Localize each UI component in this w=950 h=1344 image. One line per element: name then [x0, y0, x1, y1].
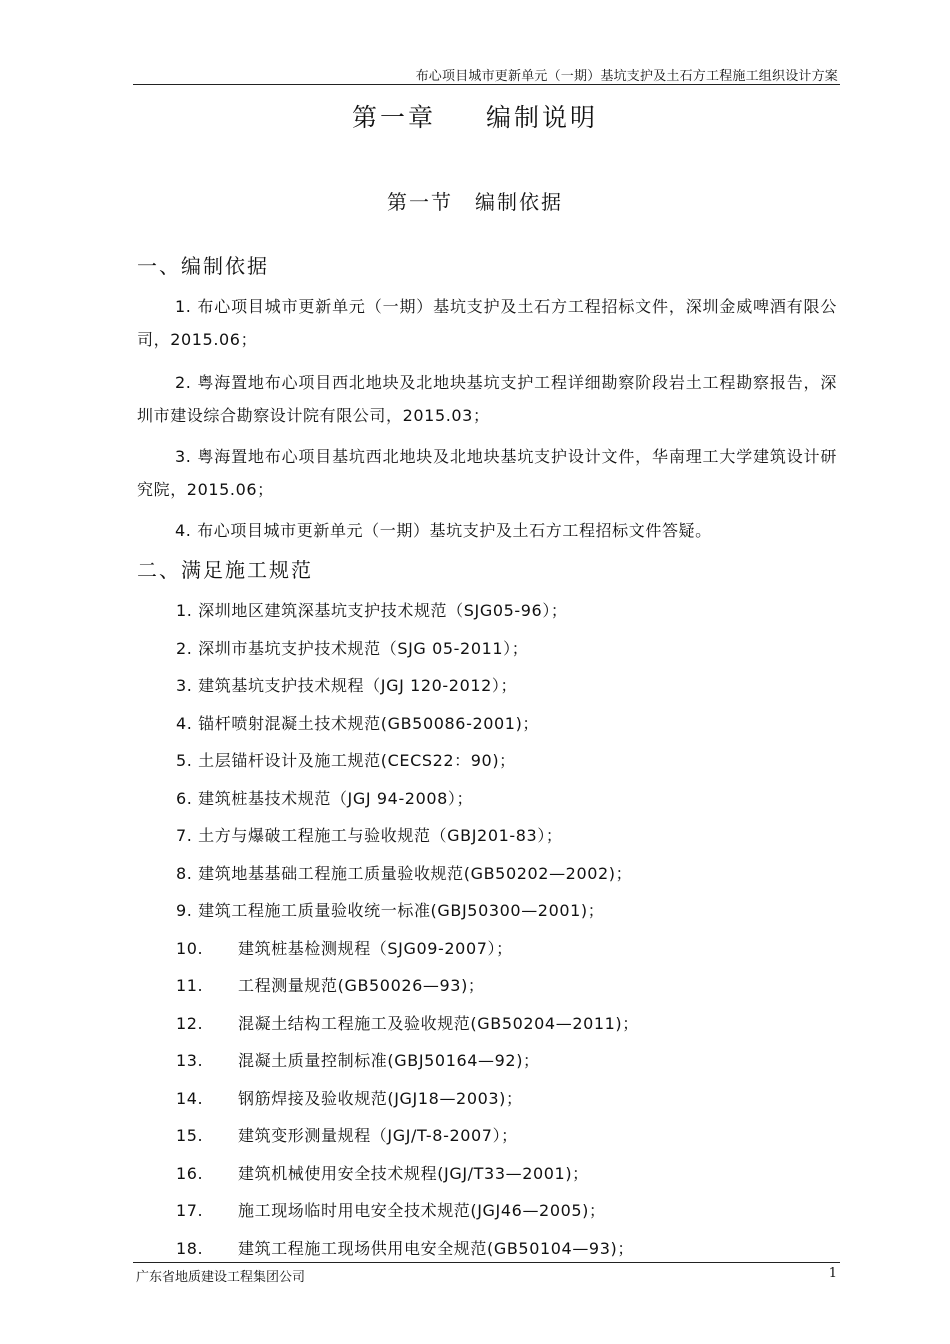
standards-list-item	[176, 673, 517, 696]
standards-list-item	[176, 1198, 606, 1221]
list-item-text: 锚杆喷射混凝土技术规范(GB50086-2001)；	[198, 714, 540, 733]
list-item-number: 16.	[176, 1164, 204, 1183]
list-item-text: 建筑地基基础工程施工质量验收规范(GB50202—2002)；	[198, 864, 633, 883]
list-item-number: 12.	[176, 1014, 204, 1033]
header-divider	[133, 84, 840, 85]
list-item-number: 15.	[176, 1126, 204, 1145]
list-item-number: 7.	[176, 826, 193, 845]
list-item-text: 深圳市基坑支护技术规范（SJG 05-2011）；	[198, 639, 529, 658]
list-item-number: 8.	[176, 864, 193, 883]
standards-list-item	[176, 636, 528, 659]
list-item-text: 建筑桩基检测规程（SJG09-2007）；	[238, 939, 513, 958]
list-item-text: 深圳地区建筑深基坑支护技术规范（SJG05-96）；	[198, 601, 568, 620]
list-item-text: 建筑机械使用安全技术规程(JGJ/T33—2001)；	[238, 1164, 589, 1183]
standards-list-item	[176, 973, 485, 996]
list-item-text: 建筑基坑支护技术规程（JGJ 120-2012）；	[198, 676, 518, 695]
basis-paragraph-3: 3. 粤海置地布心项目基坑西北地块及北地块基坑支护设计文件，华南理工大学建筑设计研究院，2015.06；	[137, 447, 837, 499]
list-item-text: 建筑工程施工现场供用电安全规范(GB50104—93)；	[238, 1239, 634, 1258]
section-number: 第一节	[387, 190, 453, 214]
standards-list-item	[176, 1123, 518, 1146]
list-item-number: 2.	[176, 639, 193, 658]
heading-standards: 二、满足施工规范	[137, 558, 313, 582]
standards-list-item	[176, 1236, 634, 1259]
section-title	[0, 186, 950, 215]
standards-list-item	[176, 748, 516, 771]
list-item-text: 混凝土结构工程施工及验收规范(GB50204—2011)；	[238, 1014, 639, 1033]
chapter-number: 第一章	[351, 103, 436, 132]
standards-list-item	[176, 598, 568, 621]
footer-divider	[133, 1262, 840, 1263]
standards-list-item	[176, 936, 513, 959]
standards-list-item	[176, 1161, 589, 1184]
heading-basis: 一、编制依据	[137, 254, 269, 278]
standards-list-item	[176, 898, 604, 921]
list-item-text: 混凝土质量控制标准(GBJ50164—92)；	[238, 1051, 540, 1070]
standards-list-item	[176, 861, 632, 884]
list-item-text: 工程测量规范(GB50026—93)；	[238, 976, 485, 995]
chapter-title	[0, 98, 950, 134]
chapter-name: 编制说明	[486, 103, 599, 132]
standards-list-item	[176, 711, 539, 734]
standards-list-item	[176, 1011, 639, 1034]
footer-company: 广东省地质建设工程集团公司	[136, 1270, 306, 1285]
list-item-number: 17.	[176, 1201, 204, 1220]
page-header-title: 布心项目城市更新单元（一期）基坑支护及土石方工程施工组织设计方案	[415, 69, 838, 84]
basis-paragraph-4: 4. 布心项目城市更新单元（一期）基坑支护及土石方工程招标文件答疑。	[175, 521, 712, 540]
list-item-number: 6.	[176, 789, 193, 808]
list-item-number: 11.	[176, 976, 204, 995]
list-item-text: 施工现场临时用电安全技术规范(JGJ46—2005)；	[238, 1201, 606, 1220]
list-item-number: 13.	[176, 1051, 204, 1070]
list-item-text: 建筑变形测量规程（JGJ/T-8-2007）；	[238, 1126, 518, 1145]
list-item-text: 建筑桩基技术规范（JGJ 94-2008）；	[198, 789, 474, 808]
section-name: 编制依据	[475, 190, 563, 214]
page-number: 1	[828, 1266, 837, 1281]
standards-list-item	[176, 823, 563, 846]
standards-list-item	[176, 1086, 523, 1109]
list-item-text: 土方与爆破工程施工与验收规范（GBJ201-83）；	[198, 826, 563, 845]
standards-list-item	[176, 1048, 540, 1071]
list-item-number: 18.	[176, 1239, 204, 1258]
list-item-number: 5.	[176, 751, 193, 770]
basis-paragraph-2: 2. 粤海置地布心项目西北地块及北地块基坑支护工程详细勘察阶段岩土工程勘察报告，深圳市建设综合勘察设计院有限公司，2015.03；	[137, 373, 837, 425]
list-item-number: 14.	[176, 1089, 204, 1108]
list-item-number: 10.	[176, 939, 204, 958]
list-item-number: 3.	[176, 676, 193, 695]
list-item-number: 9.	[176, 901, 193, 920]
basis-paragraph-1: 1. 布心项目城市更新单元（一期）基坑支护及土石方工程招标文件，深圳金威啤酒有限公司，2015.06；	[137, 297, 837, 349]
list-item-text: 钢筋焊接及验收规范(JGJ18—2003)；	[238, 1089, 523, 1108]
list-item-text: 土层锚杆设计及施工规范(CECS22：90)；	[198, 751, 516, 770]
list-item-number: 4.	[176, 714, 193, 733]
list-item-text: 建筑工程施工质量验收统一标准(GBJ50300—2001)；	[198, 901, 605, 920]
standards-list-item	[176, 786, 473, 809]
list-item-number: 1.	[176, 601, 193, 620]
